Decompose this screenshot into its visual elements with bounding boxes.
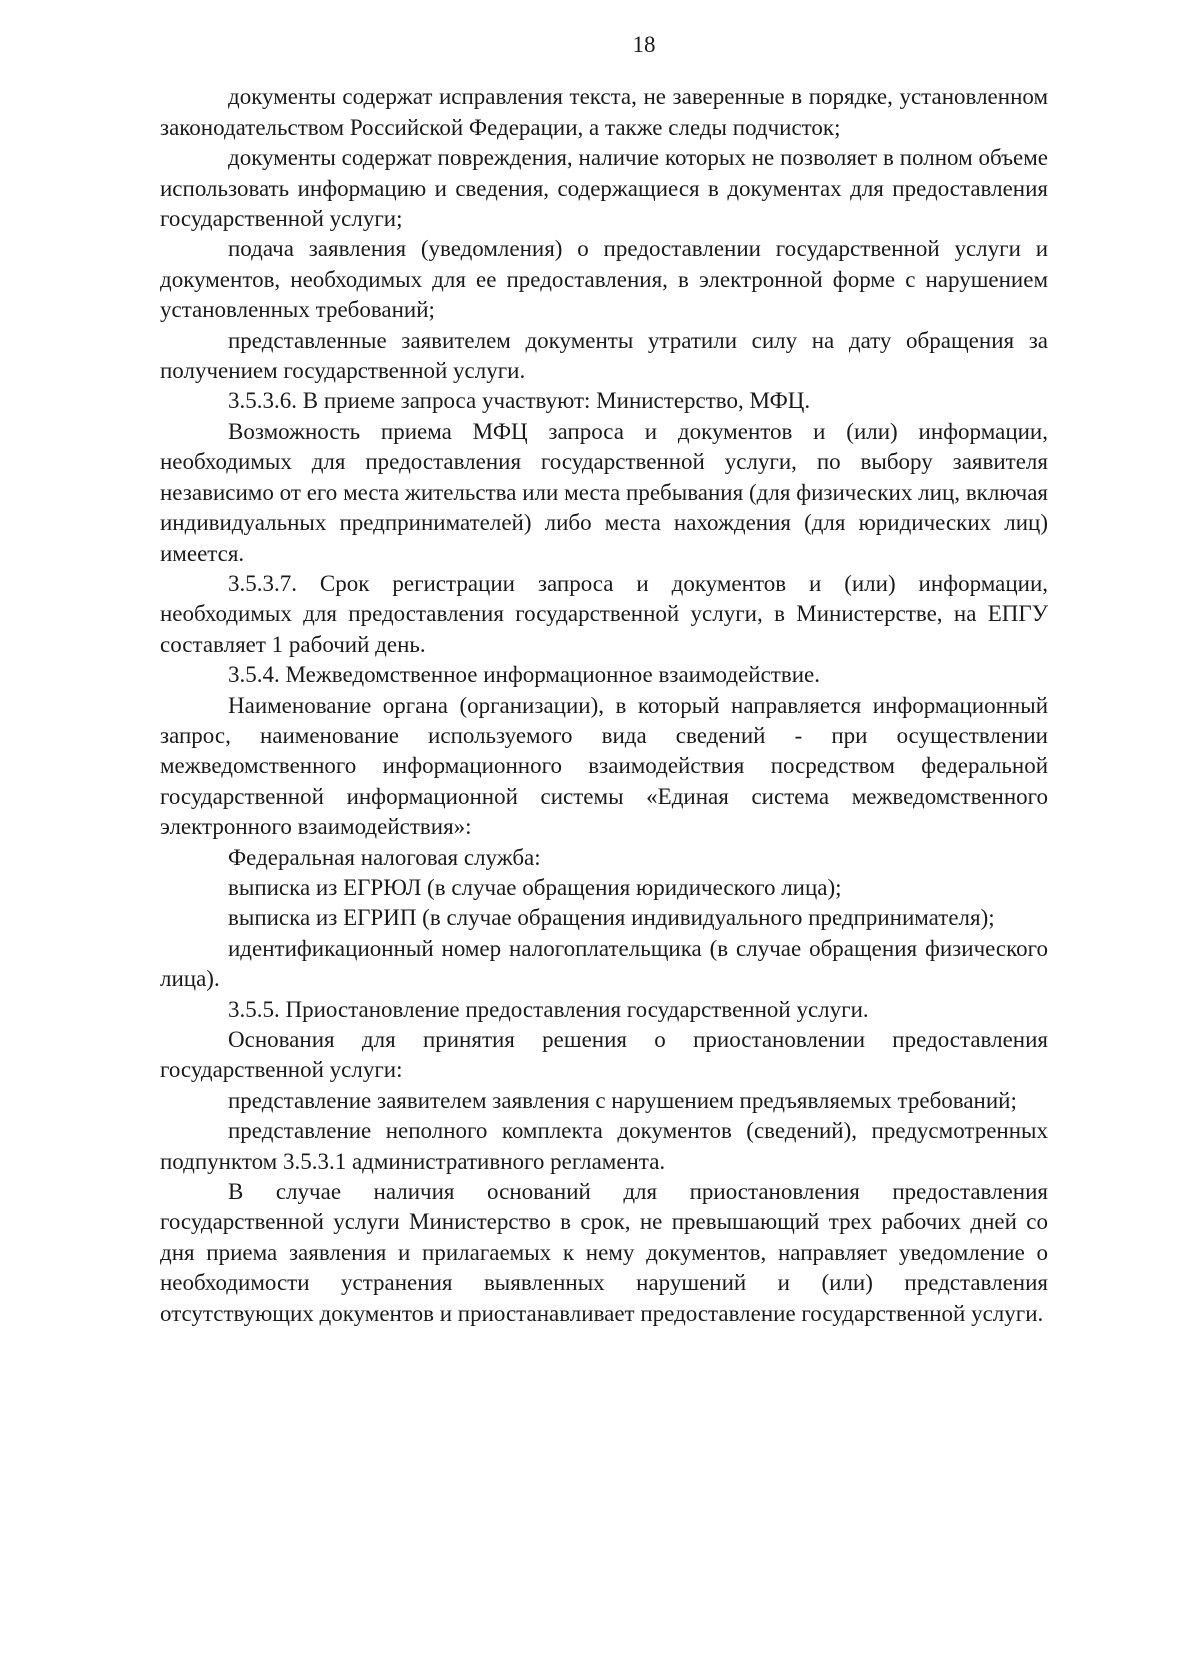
paragraph-violation-requirements: представление заявителем заявления с нарушением предъявляемых требований; [228,1087,1017,1113]
paragraph-3-5-4-heading: 3.5.4. Межведомственное информационное взаимодействие. [228,662,820,688]
page-number: 18 [632,32,656,57]
paragraph-incomplete-documents: представление неполного комплекта документов (сведений), предусмотренных подпунктом 3.5.3.1 административного регламента. [160,1118,1048,1174]
paragraph-suspension-notice: В случае наличия оснований для приостановления предоставления государственной услуги Министерство в срок, не превышающий трех рабочих дней со дня приема заявления и прилагаемых к нему документов, направляет уведомление о необходимости устранения выявленных нарушений и (или) представления отсутствующих документов и приостанавливает предоставление государственной услуги. [160,1179,1048,1326]
document-page [160,30,1048,1329]
paragraph-mfc-reception: Возможность приема МФЦ запроса и документов и (или) информации, необходимых для предоставления государственной услуги, по выбору заявителя независимо от его места жительства или места пребывания (для физических лиц, включая индивидуальных предпринимателей) либо места нахождения (для юридических лиц) имеется. [160,418,1048,566]
paragraph-tax-service: Федеральная налоговая служба: [228,844,541,870]
paragraph-egrul-extract: выписка из ЕГРЮЛ (в случае обращения юридического лица); [228,874,842,900]
paragraph-3-5-3-7: 3.5.3.7. Срок регистрации запроса и документов и (или) информации, необходимых для предоставления государственной услуги, в Министерстве, на ЕПГУ составляет 1 рабочий день. [160,570,1048,657]
paragraph-damages: документы содержат повреждения, наличие которых не позволяет в полном объеме использовать информацию и сведения, содержащиеся в документах для предоставления государственной услуги; [160,145,1048,232]
paragraph-3-5-5-heading: 3.5.5. Приостановление предоставления государственной услуги. [228,996,869,1022]
paragraph-electronic-submission: подача заявления (уведомления) о предоставлении государственной услуги и документов, необходимых для ее предоставления, в электронной форме с нарушением установленных требований; [160,236,1048,323]
paragraph-3-5-3-6: 3.5.3.6. В приеме запроса участвуют: Министерство, МФЦ. [228,388,811,414]
paragraph-interagency-request: Наименование органа (организации), в который направляется информационный запрос, наименование используемого вида сведений - при осуществлении межведомственного информационного взаимодействия посредством федеральной государственной информационной системы «Единая система межведомственного электронного взаимодействия»: [160,692,1048,840]
paragraph-expired-documents: представленные заявителем документы утратили силу на дату обращения за получением государственной услуги. [160,327,1048,384]
paragraph-suspension-grounds: Основания для принятия решения о приостановлении предоставления государственной услуги: [160,1027,1048,1083]
paragraph-corrections: документы содержат исправления текста, не заверенные в порядке, установленном законодательством Российской Федерации, а также следы подчисток; [160,84,1048,140]
paragraph-egrip-extract: выписка из ЕГРИП (в случае обращения индивидуального предпринимателя); [228,905,995,931]
paragraph-inn: идентификационный номер налогоплательщика (в случае обращения физического лица). [160,935,1048,992]
